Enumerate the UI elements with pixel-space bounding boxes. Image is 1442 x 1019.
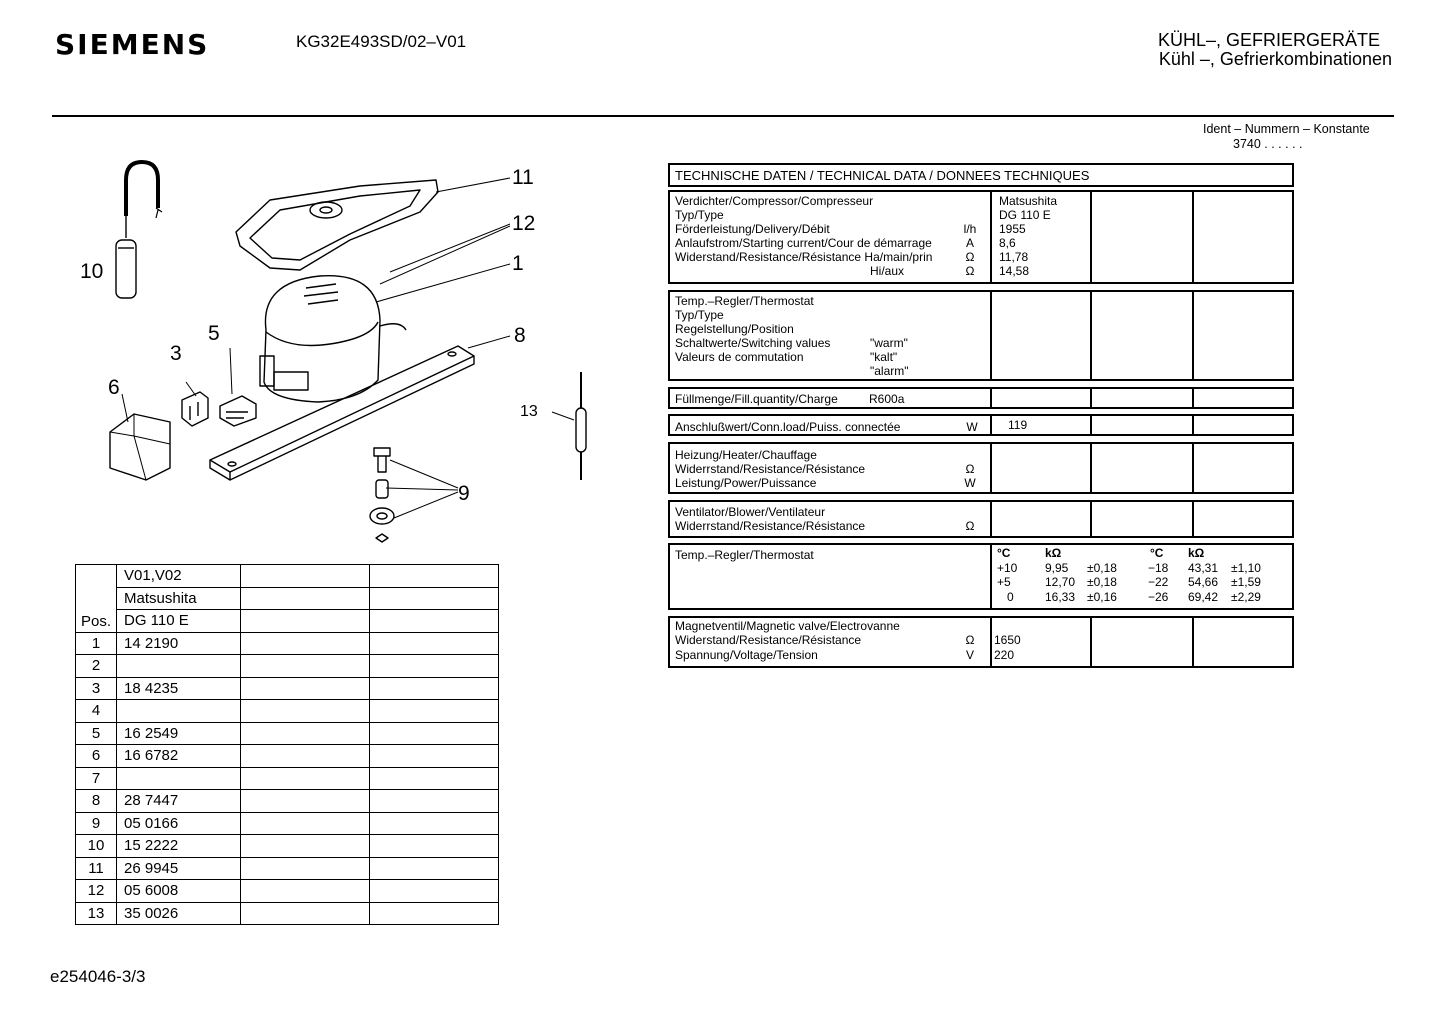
compressor-type: DG 110 E — [999, 208, 1051, 222]
part-number: 05 0166 — [117, 812, 241, 835]
part-number: 05 6008 — [117, 880, 241, 903]
setting-warm: "warm" — [870, 336, 908, 350]
parts-header-row — [76, 565, 499, 588]
sensor-tolerance: ±1,59 — [1231, 575, 1261, 589]
compressor-maker: Matsushita — [999, 194, 1058, 208]
empty-cell — [370, 677, 499, 700]
part-number: 16 6782 — [117, 745, 241, 768]
sensor-resistance: 12,70 — [1045, 575, 1076, 589]
callout-8: 8 — [514, 324, 526, 347]
part-position: 5 — [76, 722, 117, 745]
heater-label: Heizung/Heater/Chauffage — [675, 448, 817, 462]
part-number: 14 2190 — [117, 632, 241, 655]
setting-alarm: "alarm" — [870, 364, 909, 378]
base-rail-part — [210, 346, 474, 480]
parts-row — [76, 767, 499, 790]
empty-cell — [241, 745, 370, 768]
sensor-temp: −18 — [1148, 561, 1169, 575]
compressor-block — [668, 190, 1294, 284]
sensor-temp: 0 — [1007, 590, 1014, 604]
parts-row — [76, 722, 499, 745]
empty-cell — [241, 857, 370, 880]
compressor-type-label: Typ/Type — [675, 208, 724, 222]
sensor-col-k: kΩ — [1045, 546, 1062, 560]
parts-row — [76, 812, 499, 835]
valve-voltage-label: Spannung/Voltage/Tension — [675, 648, 818, 662]
part-position: 1 — [76, 632, 117, 655]
compressor-delivery: 1955 — [999, 222, 1026, 236]
empty-cell — [370, 722, 499, 745]
sensor-tolerance: ±2,29 — [1231, 590, 1261, 604]
part-number: 18 4235 — [117, 677, 241, 700]
fan-label: Ventilator/Blower/Ventilateur — [675, 505, 826, 519]
empty-cell — [370, 587, 499, 610]
part-number: 16 2549 — [117, 722, 241, 745]
empty-cell — [241, 835, 370, 858]
empty-cell — [241, 790, 370, 813]
unit-w: W — [964, 476, 976, 490]
sensor-tolerance: ±1,10 — [1231, 561, 1261, 575]
valve-label: Magnetventil/Magnetic valve/Electrovanne — [675, 619, 900, 633]
valve-resistance-label: Widerstand/Resistance/Résistance — [675, 633, 862, 647]
unit-ohm: Ω — [965, 519, 975, 533]
sensor-temp: +5 — [997, 575, 1011, 589]
callout-6: 6 — [108, 376, 120, 399]
empty-cell — [370, 857, 499, 880]
sensor-resistance: 54,66 — [1188, 575, 1219, 589]
empty-cell — [241, 767, 370, 790]
empty-cell — [241, 655, 370, 678]
parts-row — [76, 790, 499, 813]
capacitor-part — [116, 162, 162, 298]
sensor-resistance: 43,31 — [1188, 561, 1219, 575]
sensor-label: Temp.–Regler/Thermostat — [675, 548, 814, 562]
overload-protector-part — [182, 392, 208, 426]
unit-lh: l/h — [963, 222, 977, 236]
switching-values-label: Schaltwerte/Switching values — [675, 336, 831, 350]
header-divider — [52, 115, 1394, 117]
parts-row — [76, 700, 499, 723]
category-title: KÜHL–, GEFRIERGERÄTE — [1157, 30, 1380, 50]
compressor-resistance-main: 11,78 — [999, 250, 1029, 264]
brand-logo: SIEMENS — [55, 28, 210, 61]
callout-13: 13 — [520, 403, 538, 420]
connected-load-block — [668, 414, 1294, 436]
unit-w: W — [966, 420, 978, 434]
part-position: 11 — [76, 857, 117, 880]
empty-cell — [241, 722, 370, 745]
parts-table — [75, 564, 499, 925]
part-number: 26 9945 — [117, 857, 241, 880]
empty-cell — [370, 880, 499, 903]
part-position: 4 — [76, 700, 117, 723]
sensor-tolerance: ±0,16 — [1087, 590, 1117, 604]
empty-cell — [241, 902, 370, 925]
empty-cell — [241, 610, 370, 633]
compressor-label: Verdichter/Compressor/Compresseur — [675, 194, 874, 208]
empty-cell — [370, 632, 499, 655]
ident-value: 3740 . . . . . . — [1233, 137, 1303, 151]
empty-cell — [370, 790, 499, 813]
parts-row — [76, 655, 499, 678]
empty-cell — [241, 880, 370, 903]
variant-header: Matsushita — [117, 587, 241, 610]
unit-ohm: Ω — [965, 462, 975, 476]
compressor-current: 8,6 — [999, 236, 1016, 250]
empty-cell — [241, 632, 370, 655]
sensor-resistance: 16,33 — [1045, 590, 1076, 604]
empty-cell — [241, 587, 370, 610]
empty-cell — [241, 700, 370, 723]
category-subtitle: Kühl –, Gefrierkombinationen — [1158, 49, 1392, 69]
empty-cell — [241, 812, 370, 835]
tech-data-title-box — [668, 163, 1294, 187]
callout-11: 11 — [512, 166, 534, 189]
model-number: KG32E493SD/02–V01 — [296, 32, 467, 51]
empty-cell — [370, 655, 499, 678]
sensor-tolerance: ±0,18 — [1087, 561, 1117, 575]
drip-tray-part — [236, 180, 438, 270]
callout-5: 5 — [208, 322, 220, 345]
unit-ohm: Ω — [965, 250, 975, 264]
thermostat-position-label: Regelstellung/Position — [675, 322, 794, 336]
parts-row — [76, 677, 499, 700]
empty-cell — [370, 767, 499, 790]
compressor-resistance-aux: 14,58 — [999, 264, 1030, 278]
thermostat-block — [668, 290, 1294, 381]
callout-12: 12 — [512, 212, 536, 235]
valve-resistance: 1650 — [994, 633, 1021, 647]
sensor-resistance: 69,42 — [1188, 590, 1219, 604]
part-position: 3 — [76, 677, 117, 700]
charge-label: Füllmenge/Fill.quantity/Charge — [675, 392, 838, 406]
sensor-col-c: °C — [997, 546, 1011, 560]
empty-cell — [370, 902, 499, 925]
variant-header: V01,V02 — [117, 565, 241, 588]
empty-cell — [370, 700, 499, 723]
empty-cell — [370, 565, 499, 588]
part-position: 9 — [76, 812, 117, 835]
refrigerant-type: R600a — [869, 392, 905, 406]
ident-label: Ident – Nummern – Konstante — [1203, 122, 1370, 136]
tech-data-title: TECHNISCHE DATEN / TECHNICAL DATA / DONNEES TECHNIQUES — [675, 168, 1090, 183]
valve-block — [668, 616, 1294, 668]
thermostat-label: Temp.–Regler/Thermostat — [675, 294, 814, 308]
cover-part — [110, 414, 170, 480]
callout-10: 10 — [80, 260, 104, 283]
parts-row — [76, 745, 499, 768]
sensor-tolerance: ±0,18 — [1087, 575, 1117, 589]
parts-header-row — [76, 610, 499, 633]
part-position: 2 — [76, 655, 117, 678]
empty-cell — [370, 610, 499, 633]
part-position: 13 — [76, 902, 117, 925]
parts-row — [76, 857, 499, 880]
part-number — [117, 700, 241, 723]
heater-resistance-label: Widerrstand/Resistance/Résistance — [675, 462, 866, 476]
sensor-col-c: °C — [1150, 546, 1164, 560]
filter-dryer-part — [576, 372, 586, 480]
connected-load-value: 119 — [1008, 418, 1028, 432]
parts-header-row — [76, 587, 499, 610]
sensor-temp: +10 — [997, 561, 1018, 575]
compressor-delivery-label: Förderleistung/Delivery/Débit — [675, 222, 830, 236]
callout-1: 1 — [512, 252, 524, 275]
parts-row — [76, 632, 499, 655]
callout-3: 3 — [170, 342, 182, 365]
commutation-values-label: Valeurs de commutation — [675, 350, 804, 364]
sensor-temp: −22 — [1148, 575, 1169, 589]
unit-ohm: Ω — [965, 633, 975, 647]
fastener-parts — [370, 448, 394, 542]
heater-block — [668, 442, 1294, 494]
part-number: 15 2222 — [117, 835, 241, 858]
pos-header: Pos. — [76, 565, 117, 633]
charge-block — [668, 387, 1294, 409]
sensor-resistance: 9,95 — [1045, 561, 1069, 575]
parts-row — [76, 835, 499, 858]
sensor-temp: −26 — [1148, 590, 1169, 604]
relay-part — [220, 396, 256, 426]
unit-v: V — [965, 648, 974, 662]
part-number — [117, 655, 241, 678]
valve-voltage: 220 — [994, 648, 1015, 662]
compressor-resistance-aux-label: Hi/aux — [870, 264, 905, 278]
parts-row — [76, 902, 499, 925]
fan-block — [668, 500, 1294, 538]
fan-resistance-label: Widerrstand/Resistance/Résistance — [675, 519, 866, 533]
connected-load-label: Anschlußwert/Conn.load/Puiss. connectée — [675, 420, 901, 434]
part-position: 6 — [76, 745, 117, 768]
part-number — [117, 767, 241, 790]
compressor-current-label: Anlaufstrom/Starting current/Cour de démarrage — [675, 236, 932, 250]
empty-cell — [370, 835, 499, 858]
part-position: 8 — [76, 790, 117, 813]
part-position: 7 — [76, 767, 117, 790]
setting-kalt: "kalt" — [870, 350, 898, 364]
compressor-resistance-main-label: Widerstand/Resistance/Résistance Ha/main/prin — [675, 250, 933, 264]
compressor-part — [260, 276, 406, 402]
empty-cell — [241, 565, 370, 588]
leader-lines — [122, 178, 574, 518]
part-position: 10 — [76, 835, 117, 858]
exploded-parts-diagram — [60, 150, 620, 550]
part-number: 28 7447 — [117, 790, 241, 813]
part-number: 35 0026 — [117, 902, 241, 925]
variant-header: DG 110 E — [117, 610, 241, 633]
empty-cell — [241, 677, 370, 700]
unit-a: A — [965, 236, 974, 250]
empty-cell — [370, 745, 499, 768]
sensor-col-k: kΩ — [1188, 546, 1205, 560]
parts-row — [76, 880, 499, 903]
document-id: e254046-3/3 — [50, 967, 146, 986]
thermostat-type-label: Typ/Type — [675, 308, 724, 322]
callout-9: 9 — [458, 482, 470, 505]
sensor-block — [668, 543, 1294, 610]
part-position: 12 — [76, 880, 117, 903]
empty-cell — [370, 812, 499, 835]
unit-ohm: Ω — [965, 264, 975, 278]
heater-power-label: Leistung/Power/Puissance — [675, 476, 817, 490]
